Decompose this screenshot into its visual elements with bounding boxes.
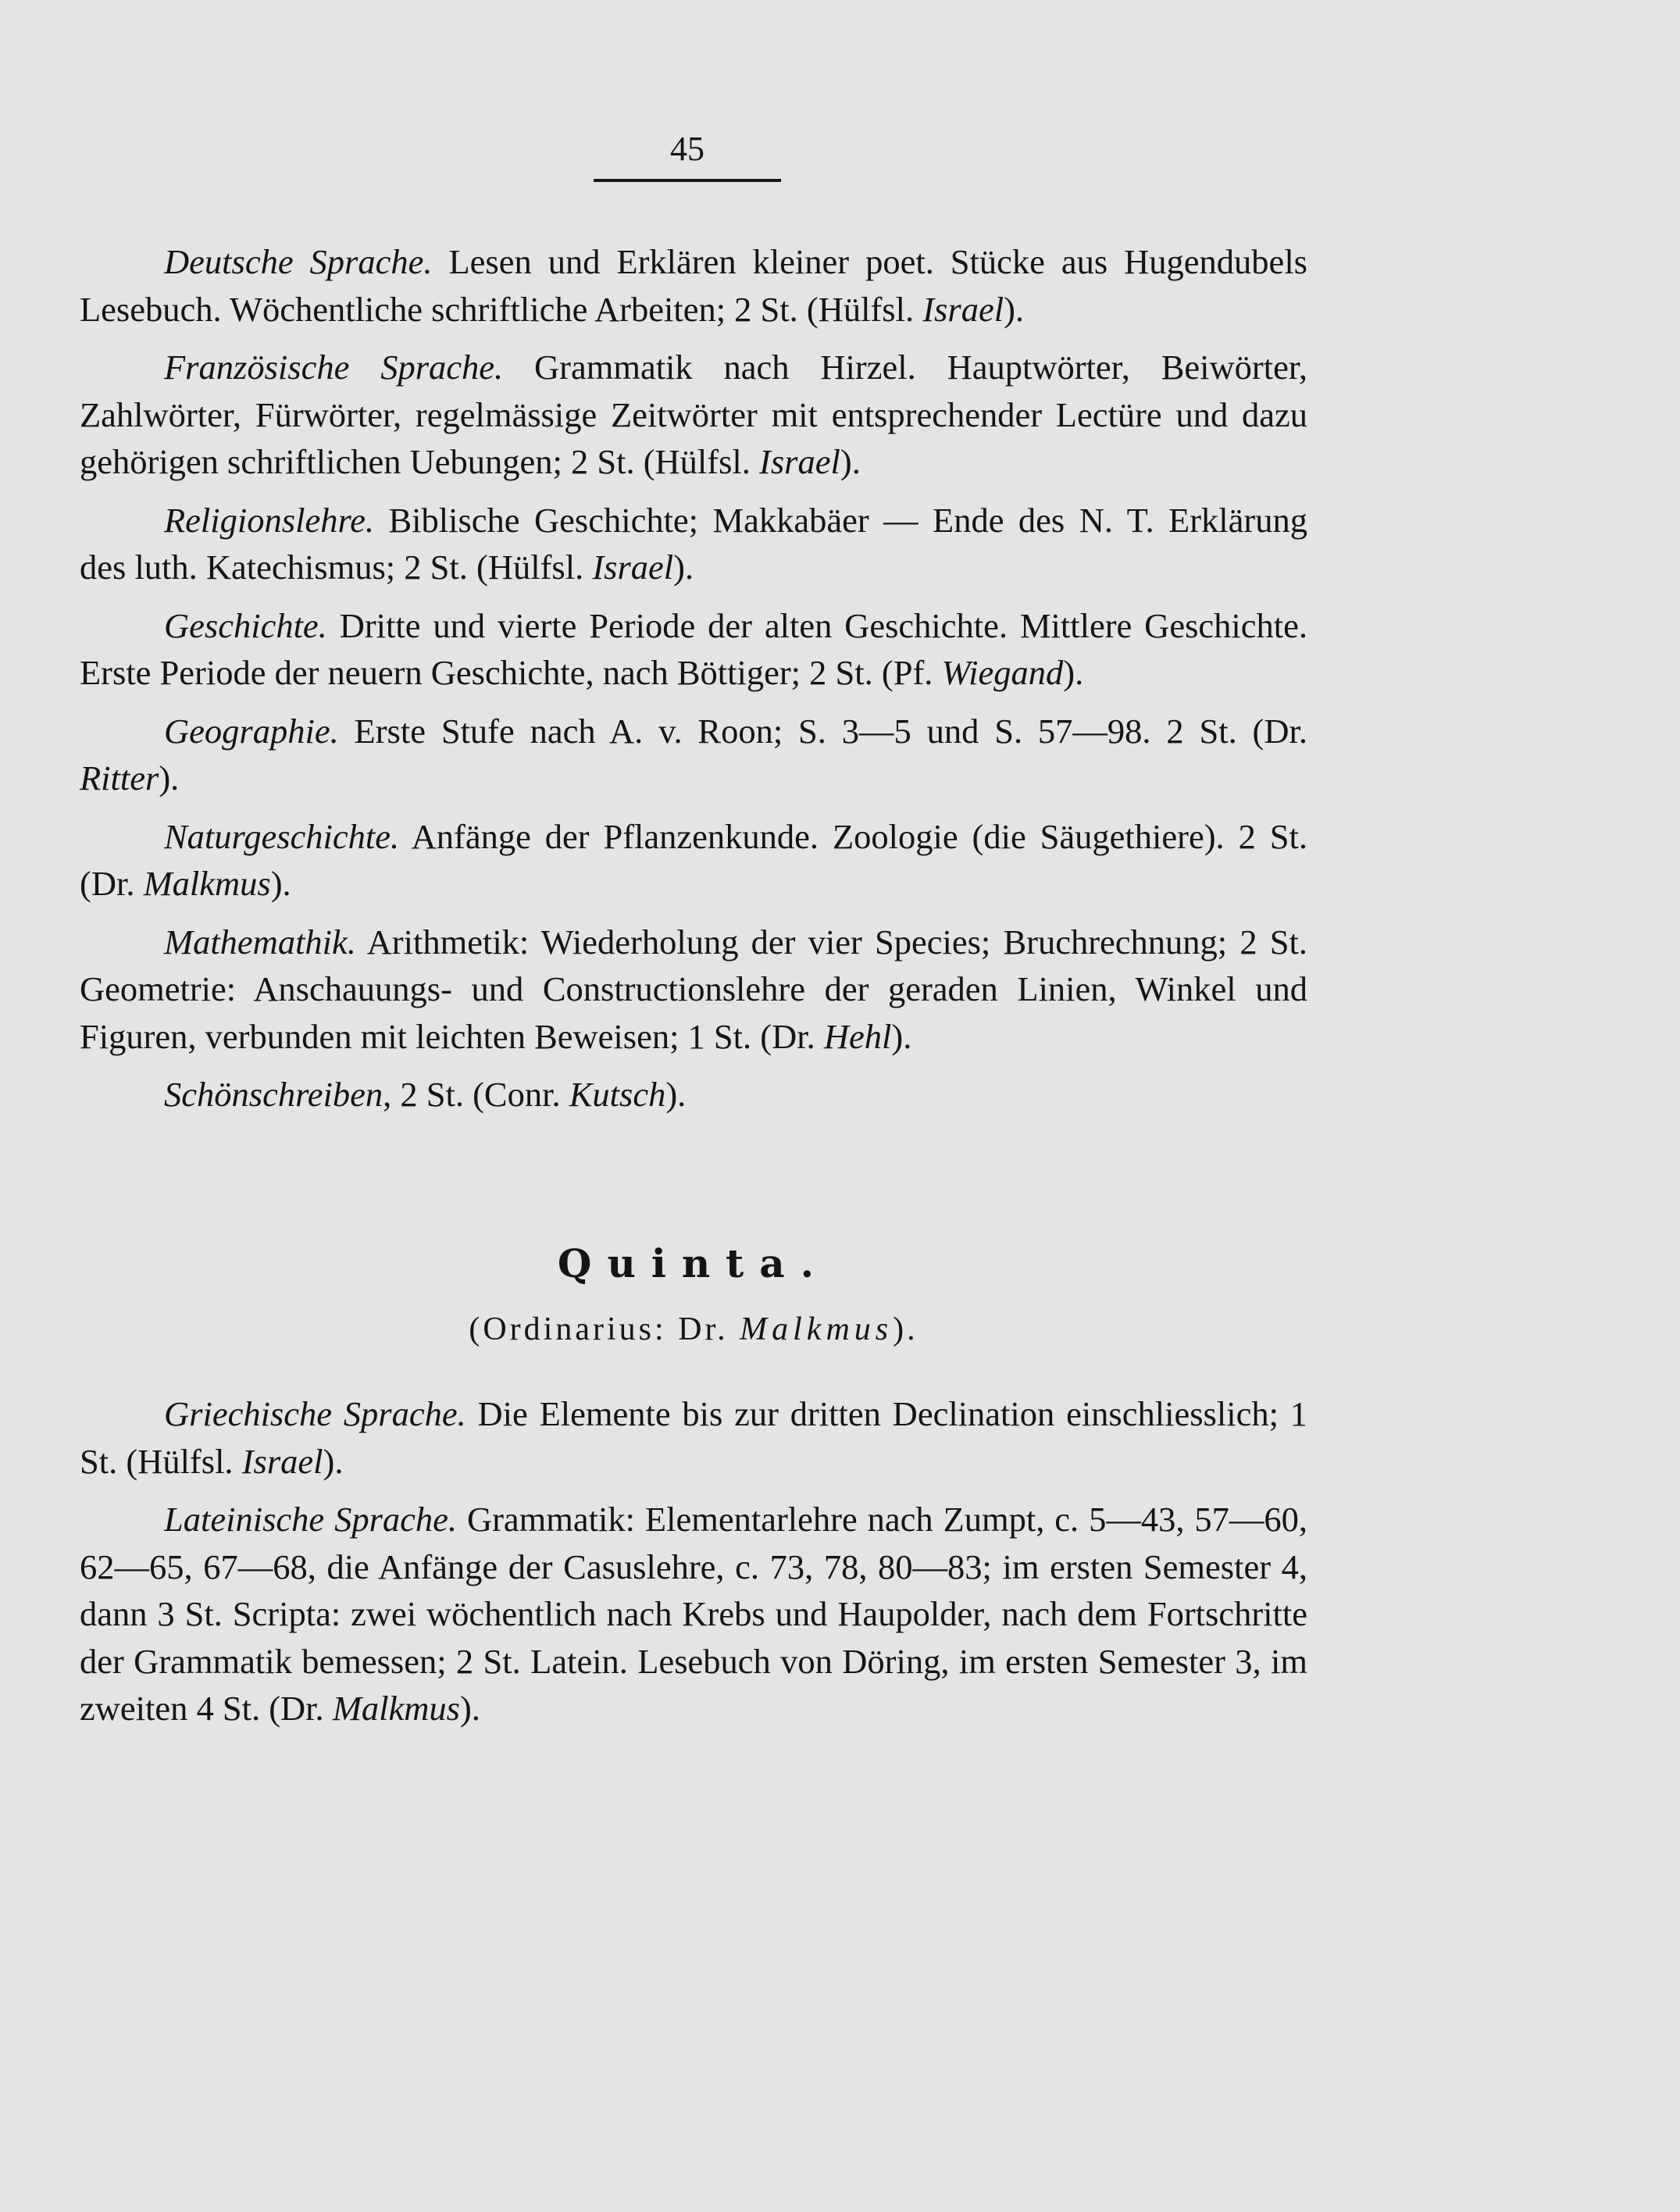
entry-teacher: Malkmus [143, 864, 271, 903]
entry-subject: Deutsche Sprache. [164, 242, 433, 281]
entry-teacher: Israel [241, 1441, 323, 1481]
entry-subject: Französische Sprache. [164, 348, 504, 387]
entry-teacher: Israel [592, 548, 674, 587]
entry-text: Grammatik nach Hirzel. Hauptwörter, Beiwörter, Zahlwörter, Fürwörter, regelmässige Zeitwörter mit entsprechender Lectüre und dazu gehörigen schriftlichen Uebungen; 2 St. (Hülfsl. [80, 348, 1307, 481]
entry-close: ). [270, 864, 291, 903]
entry-close: ). [459, 1689, 480, 1728]
section-heading-quinta: Quinta. [557, 1240, 830, 1286]
entry-subject: Naturgeschichte. [164, 816, 400, 856]
ordinarius-line [80, 1311, 1307, 1348]
entry-geographie [80, 708, 1307, 802]
ordinarius-name: Malkmus [740, 1311, 894, 1347]
entry-close: ). [1063, 653, 1084, 692]
entry-schoenschreiben [80, 1071, 1307, 1118]
entry-teacher: Kutsch [569, 1075, 666, 1114]
entry-text: Arithmetik: Wiederholung der vier Species; Bruchrechnung; 2 St. Geometrie: Anschauungs- und Constructionslehre der geraden Linien, Winkel und Figuren, verbunden mit leichten Beweisen; 1 St. (Dr. [80, 922, 1307, 1056]
entry-subject: Geographie. [164, 711, 339, 751]
entries-top [80, 238, 1307, 1118]
entry-teacher: Israel [759, 442, 840, 481]
entry-text: Biblische Geschichte; Makkabäer — Ende des N. T. Erklärung des luth. Katechismus; 2 St. (Hülfsl. [80, 500, 1307, 587]
entry-teacher: Ritter [80, 758, 159, 797]
entry-deutsche-sprache [80, 238, 1307, 333]
entry-close: ). [665, 1075, 687, 1114]
entry-text: Erste Stufe nach A. v. Roon; S. 3—5 und S. 57—98. 2 St. (Dr. [338, 711, 1307, 751]
entry-teacher: Hehl [823, 1016, 892, 1056]
entry-mathemathik [80, 919, 1307, 1061]
entry-subject: Geschichte. [164, 605, 327, 645]
entry-subject: Schönschreiben [164, 1075, 383, 1114]
entry-text: , 2 St. (Conr. [383, 1075, 569, 1114]
ordinarius-prefix: (Ordinarius: Dr. [469, 1311, 740, 1347]
entry-teacher: Wiegand [941, 653, 1064, 692]
entry-text: Die Elemente bis zur dritten Declination einschliesslich; 1 St. (Hülfsl. [80, 1394, 1307, 1481]
entry-teacher: Israel [922, 289, 1004, 329]
entry-close: ). [159, 758, 180, 797]
entry-text: Grammatik: Elementarlehre nach Zumpt, c. 5—43, 57—60, 62—65, 67—68, die Anfänge der Casuslehre, c. 73, 78, 80—83; im ersten Semester 4, dann 3 St. Scripta: zwei wöchentlich nach Krebs und Haupolder, nach dem Fortschritte der Grammatik bemessen; 2 St. Latein. Lesebuch von Döring, im ersten Semester 3, im zweiten 4 St. (Dr. [80, 1500, 1308, 1728]
entry-subject: Mathemathik. [164, 922, 356, 962]
entry-geschichte [80, 602, 1307, 697]
entry-religionslehre [80, 497, 1307, 591]
ordinarius-suffix: ). [893, 1311, 918, 1347]
entry-close: ). [673, 548, 694, 587]
entry-text: Dritte und vierte Periode der alten Geschichte. Mittlere Geschichte. Erste Periode der neuern Geschichte, nach Böttiger; 2 St. (Pf. [80, 605, 1307, 692]
entry-close: ). [1004, 289, 1025, 329]
page-number: 45 [670, 130, 704, 168]
entry-subject: Religionslehre. [164, 500, 374, 540]
entry-naturgeschichte [80, 813, 1307, 908]
entry-lateinische-sprache [80, 1496, 1307, 1732]
entry-close: ). [323, 1441, 344, 1481]
entry-teacher: Malkmus [332, 1689, 460, 1728]
entry-griechische-sprache [80, 1390, 1307, 1485]
entry-text: Anfänge der Pflanzenkunde. Zoologie (die Säugethiere). 2 St. (Dr. [80, 816, 1307, 903]
entry-subject: Lateinische Sprache. [164, 1500, 458, 1539]
entry-franzoesische-sprache [80, 344, 1307, 486]
entry-subject: Griechische Sprache. [164, 1394, 466, 1433]
entries-bottom [80, 1390, 1307, 1732]
entry-close: ). [840, 442, 861, 481]
entry-close: ). [891, 1016, 912, 1056]
page-number-rule [594, 179, 781, 182]
entry-text: Lesen und Erklären kleiner poet. Stücke aus Hugendubels Lesebuch. Wöchentliche schriftliche Arbeiten; 2 St. (Hülfsl. [80, 242, 1307, 329]
